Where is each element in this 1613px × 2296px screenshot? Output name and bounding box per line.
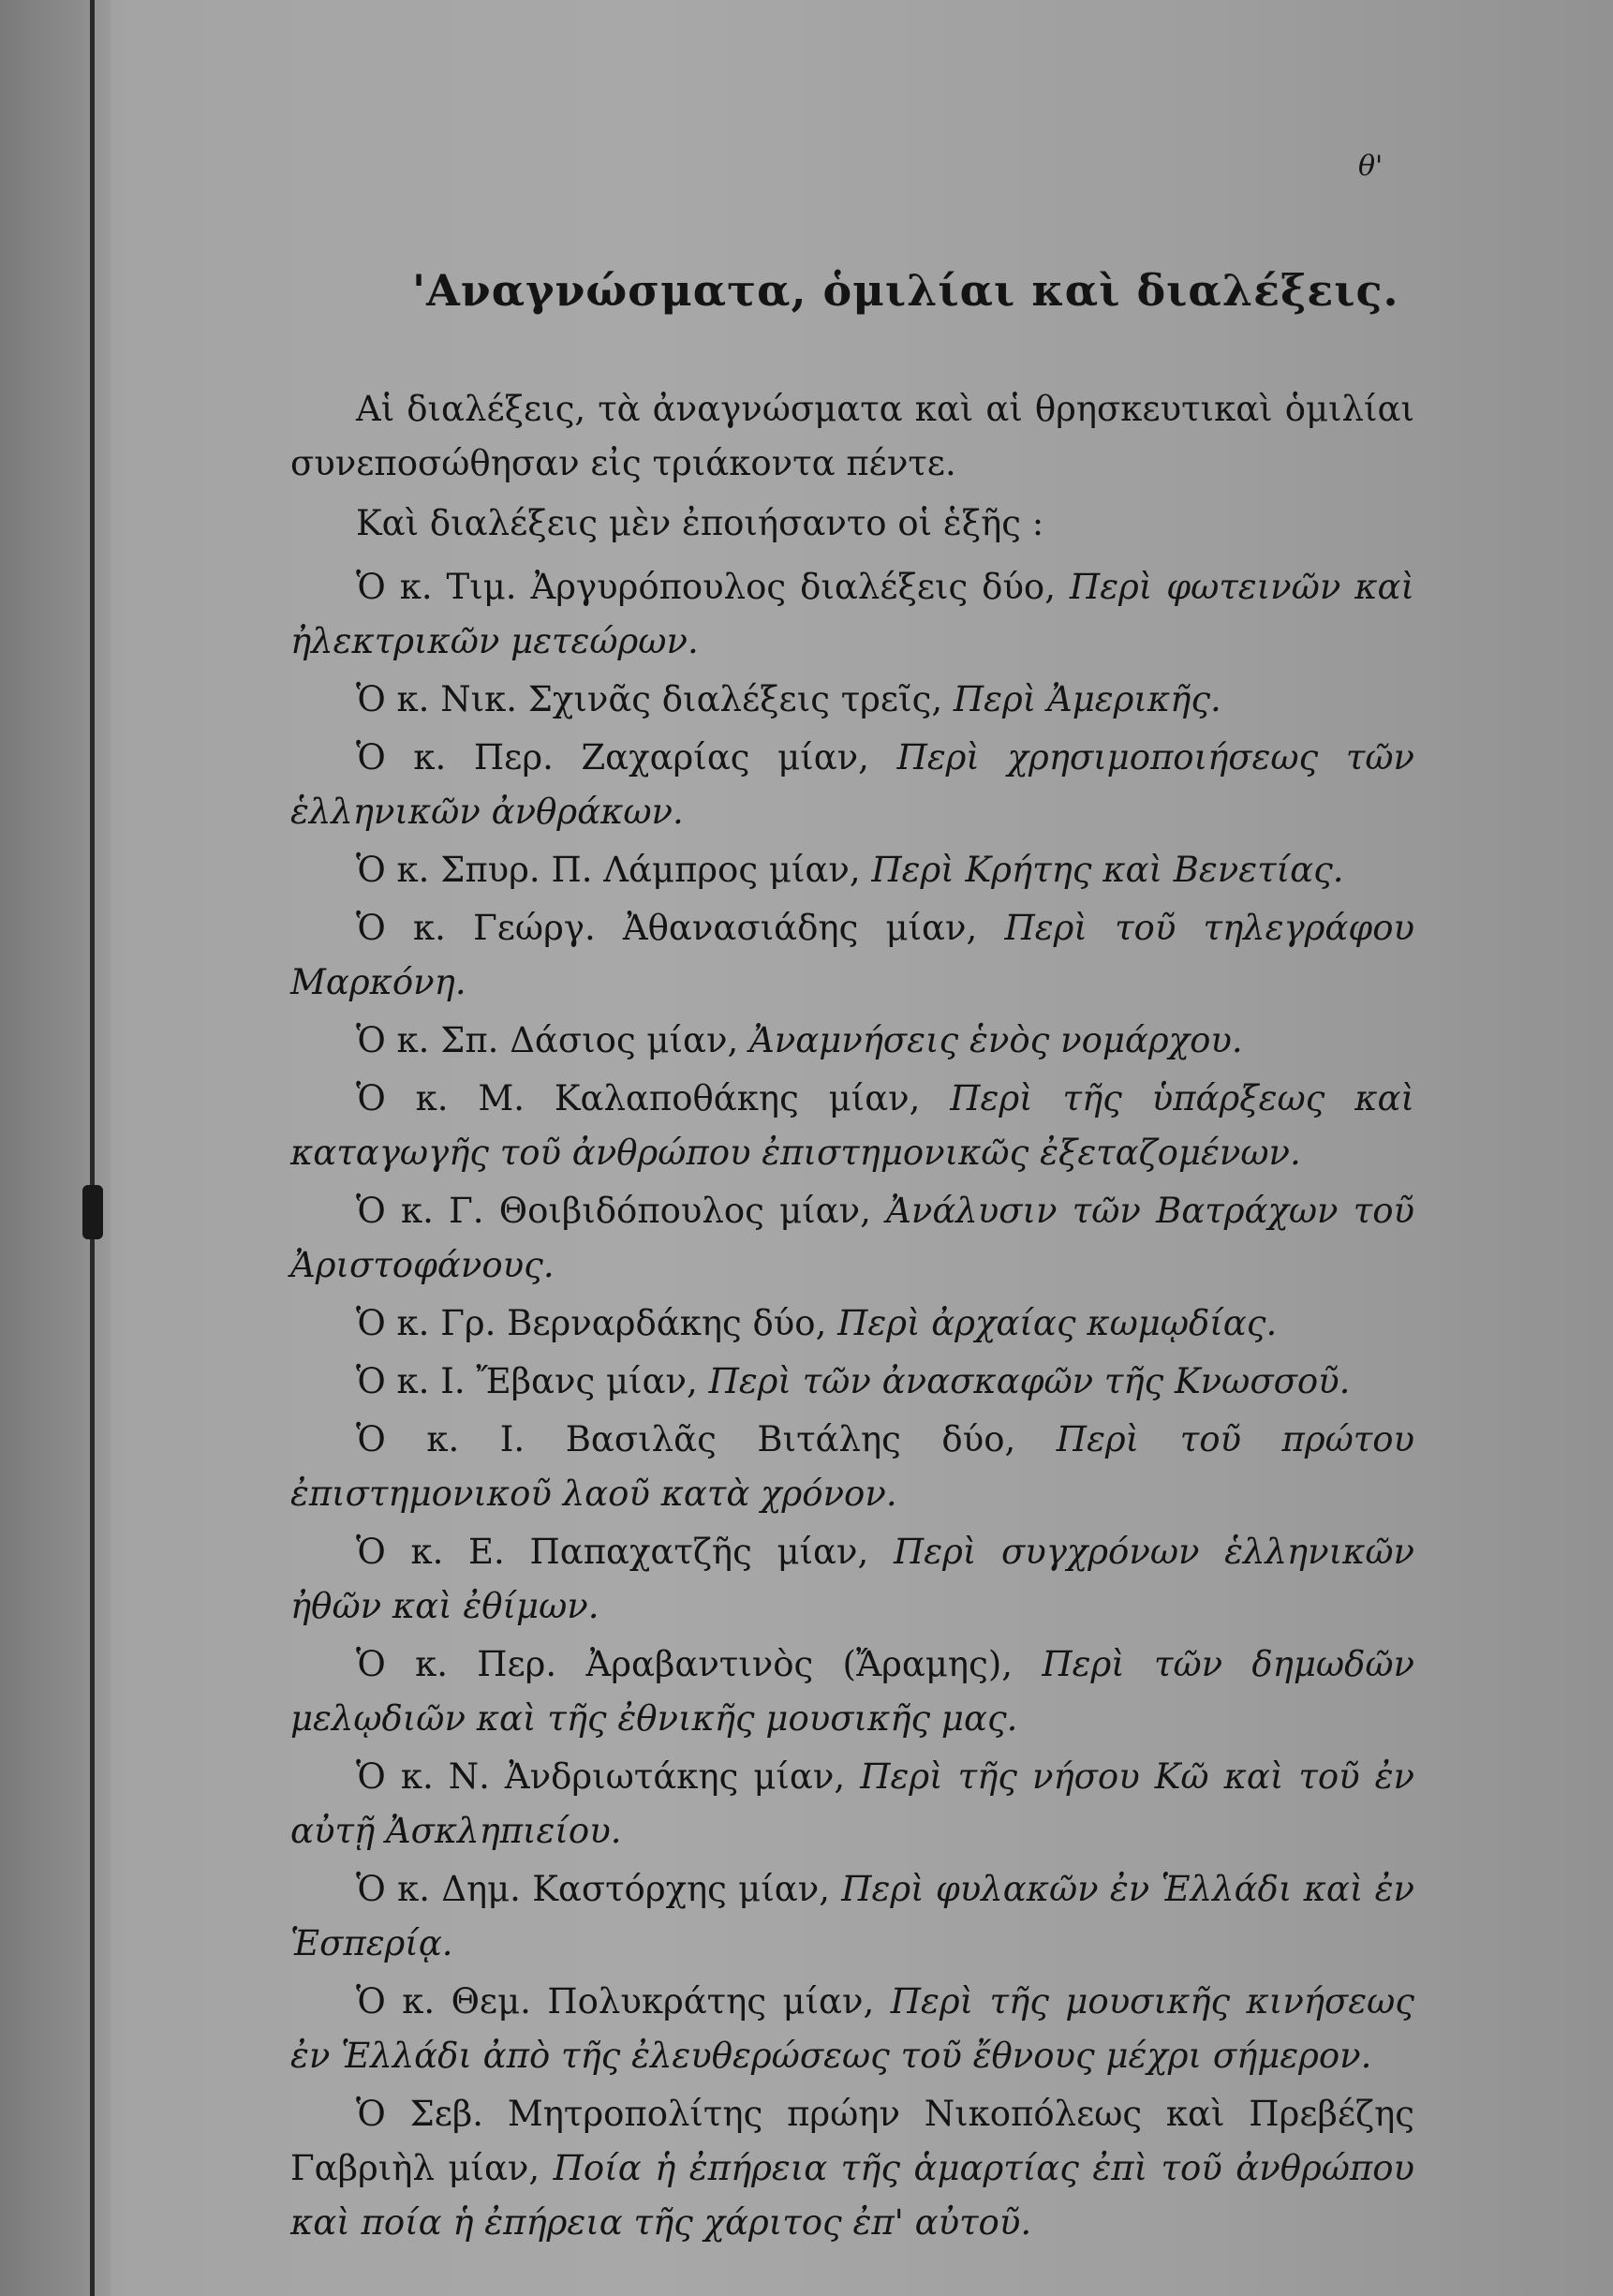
entry-title: Περὶ φυλακῶν ἐν Ἑλλάδι καὶ ἐν Ἑσπερίᾳ. xyxy=(290,1869,1414,1963)
entry-title: Περὶ χρησιμοποιήσεως τῶν ἑλληνικῶν ἀνθράκων. xyxy=(290,737,1414,832)
entry-speaker: Ὁ κ. Ι. Βασιλᾶς Βιτάλης δύο, xyxy=(356,1419,1016,1459)
entry-speaker: Ὁ κ. Σπ. Δάσιος μίαν, xyxy=(356,1020,739,1060)
entry-title: Περὶ τοῦ τηλεγράφου Μαρκόνη. xyxy=(290,908,1414,1002)
entry-speaker: Ὁ κ. Ν. Ἀνδριωτάκης μίαν, xyxy=(356,1756,846,1797)
lecture-entry xyxy=(290,1750,1414,1859)
entry-speaker: Ὁ κ. Τιμ. Ἀργυρόπουλος διαλέξεις δύο, xyxy=(356,567,1056,607)
entry-title: Ἀνάλυσιν τῶν Βατράχων τοῦ Ἀριστοφάνους. xyxy=(290,1191,1414,1285)
entry-title: Περὶ φωτεινῶν καὶ ἠλεκτρικῶν μετεώρων. xyxy=(290,567,1414,661)
entry-title: Περὶ Ἀμερικῆς. xyxy=(953,679,1221,719)
entry-title: Περὶ τῆς ὑπάρξεως καὶ καταγωγῆς τοῦ ἀνθρώπου ἐπιστημονικῶς ἐξεταζομένων. xyxy=(290,1078,1414,1173)
entry-title: Περὶ συγχρόνων ἑλληνικῶν ἠθῶν καὶ ἐθίμων. xyxy=(290,1532,1414,1626)
entry-title: Περὶ τῆς νήσου Κῶ καὶ τοῦ ἐν αὐτῇ Ἀσκληπιείου. xyxy=(290,1756,1415,1851)
lecture-entry xyxy=(290,843,1414,897)
entry-title: Περὶ ἀρχαίας κωμῳδίας. xyxy=(837,1303,1278,1343)
lecture-entry xyxy=(290,901,1414,1010)
lecture-entry xyxy=(290,1014,1414,1068)
binding-ink-mark xyxy=(82,1185,103,1239)
lecture-entry xyxy=(290,673,1414,727)
lead-paragraph: Καὶ διαλέξεις μὲν ἐποιήσαντο οἱ ἑξῆς : xyxy=(356,503,1044,543)
lecture-entry xyxy=(290,1355,1414,1409)
binding-edge-line xyxy=(90,0,95,2296)
entry-speaker: Ὁ Σεβ. Μητροπολίτης πρώην Νικοπόλεως καὶ Πρεβέζης Γαβριὴλ μίαν, xyxy=(290,2094,1414,2188)
lecture-entry xyxy=(290,1072,1414,1180)
text-body xyxy=(290,382,1414,2254)
entry-speaker: Ὁ κ. Περ. Ζαχαρίας μίαν, xyxy=(356,737,869,778)
intro-paragraph: Αἱ διαλέξεις, τὰ ἀναγνώσματα καὶ αἱ θρησκευτικαὶ ὁμιλίαι συνεποσώθησαν εἰς τριάκοντα πέντε. xyxy=(290,389,1414,483)
entry-title: Ποία ἡ ἐπήρεια τῆς ἁμαρτίας ἐπὶ τοῦ ἀνθρώπου καὶ ποία ἡ ἐπήρεια τῆς χάριτος ἐπ' αὐτοῦ. xyxy=(290,2148,1415,2243)
lecture-entry xyxy=(290,560,1414,669)
entry-speaker: Ὁ κ. Γεώργ. Ἀθανασιάδης μίαν, xyxy=(356,908,978,948)
lecture-entry xyxy=(290,1413,1414,1521)
lecture-entry xyxy=(290,1637,1414,1746)
entry-speaker: Ὁ κ. Ι. Ἔβανς μίαν, xyxy=(356,1361,698,1401)
lecture-entry xyxy=(290,1975,1414,2083)
entry-title: Περὶ Κρήτης καὶ Βενετίας. xyxy=(871,850,1344,890)
section-heading: 'Αναγνώσματα, ὁμιλίαι καὶ διαλέξεις. xyxy=(412,265,1399,316)
lecture-entry xyxy=(290,1862,1414,1971)
lecture-entry xyxy=(290,731,1414,839)
entry-speaker: Ὁ κ. Νικ. Σχινᾶς διαλέξεις τρεῖς, xyxy=(356,679,943,719)
entry-title: Ἀναμνήσεις ἑνὸς νομάρχου. xyxy=(749,1020,1243,1060)
entry-speaker: Ὁ κ. Γρ. Βερναρδάκης δύο, xyxy=(356,1303,827,1343)
entry-title: Περὶ τῶν ἀνασκαφῶν τῆς Κνωσσοῦ. xyxy=(708,1361,1351,1401)
entry-speaker: Ὁ κ. Σπυρ. Π. Λάμπρος μίαν, xyxy=(356,850,861,890)
entry-speaker: Ὁ κ. Θεμ. Πολυκράτης μίαν, xyxy=(356,1981,875,2022)
lecture-entry xyxy=(290,2087,1414,2250)
entry-title: Περὶ τοῦ πρώτου ἐπιστημονικοῦ λαοῦ κατὰ χρόνον. xyxy=(290,1419,1415,1514)
entry-speaker: Ὁ κ. Δημ. Καστόρχης μίαν, xyxy=(356,1869,830,1909)
lecture-entry xyxy=(290,1184,1414,1293)
lecture-entry xyxy=(290,1525,1414,1634)
entry-speaker: Ὁ κ. Ε. Παπαχατζῆς μίαν, xyxy=(356,1532,869,1572)
entry-speaker: Ὁ κ. Μ. Καλαποθάκης μίαν, xyxy=(356,1078,921,1118)
lecture-entry xyxy=(290,1296,1414,1351)
entry-speaker: Ὁ κ. Περ. Ἀραβαντινὸς (Ἄραμης), xyxy=(356,1644,1014,1684)
entry-speaker: Ὁ κ. Γ. Θοιβιδόπουλος μίαν, xyxy=(356,1191,871,1231)
page-number: θ' xyxy=(1358,150,1384,183)
entry-title: Περὶ τῶν δημωδῶν μελῳδιῶν καὶ τῆς ἐθνικῆς μουσικῆς μας. xyxy=(290,1644,1415,1739)
entry-title: Περὶ τῆς μουσικῆς κινήσεως ἐν Ἑλλάδι ἀπὸ τῆς ἐλευθερώσεως τοῦ ἔθνους μέχρι σήμερον. xyxy=(290,1981,1414,2076)
